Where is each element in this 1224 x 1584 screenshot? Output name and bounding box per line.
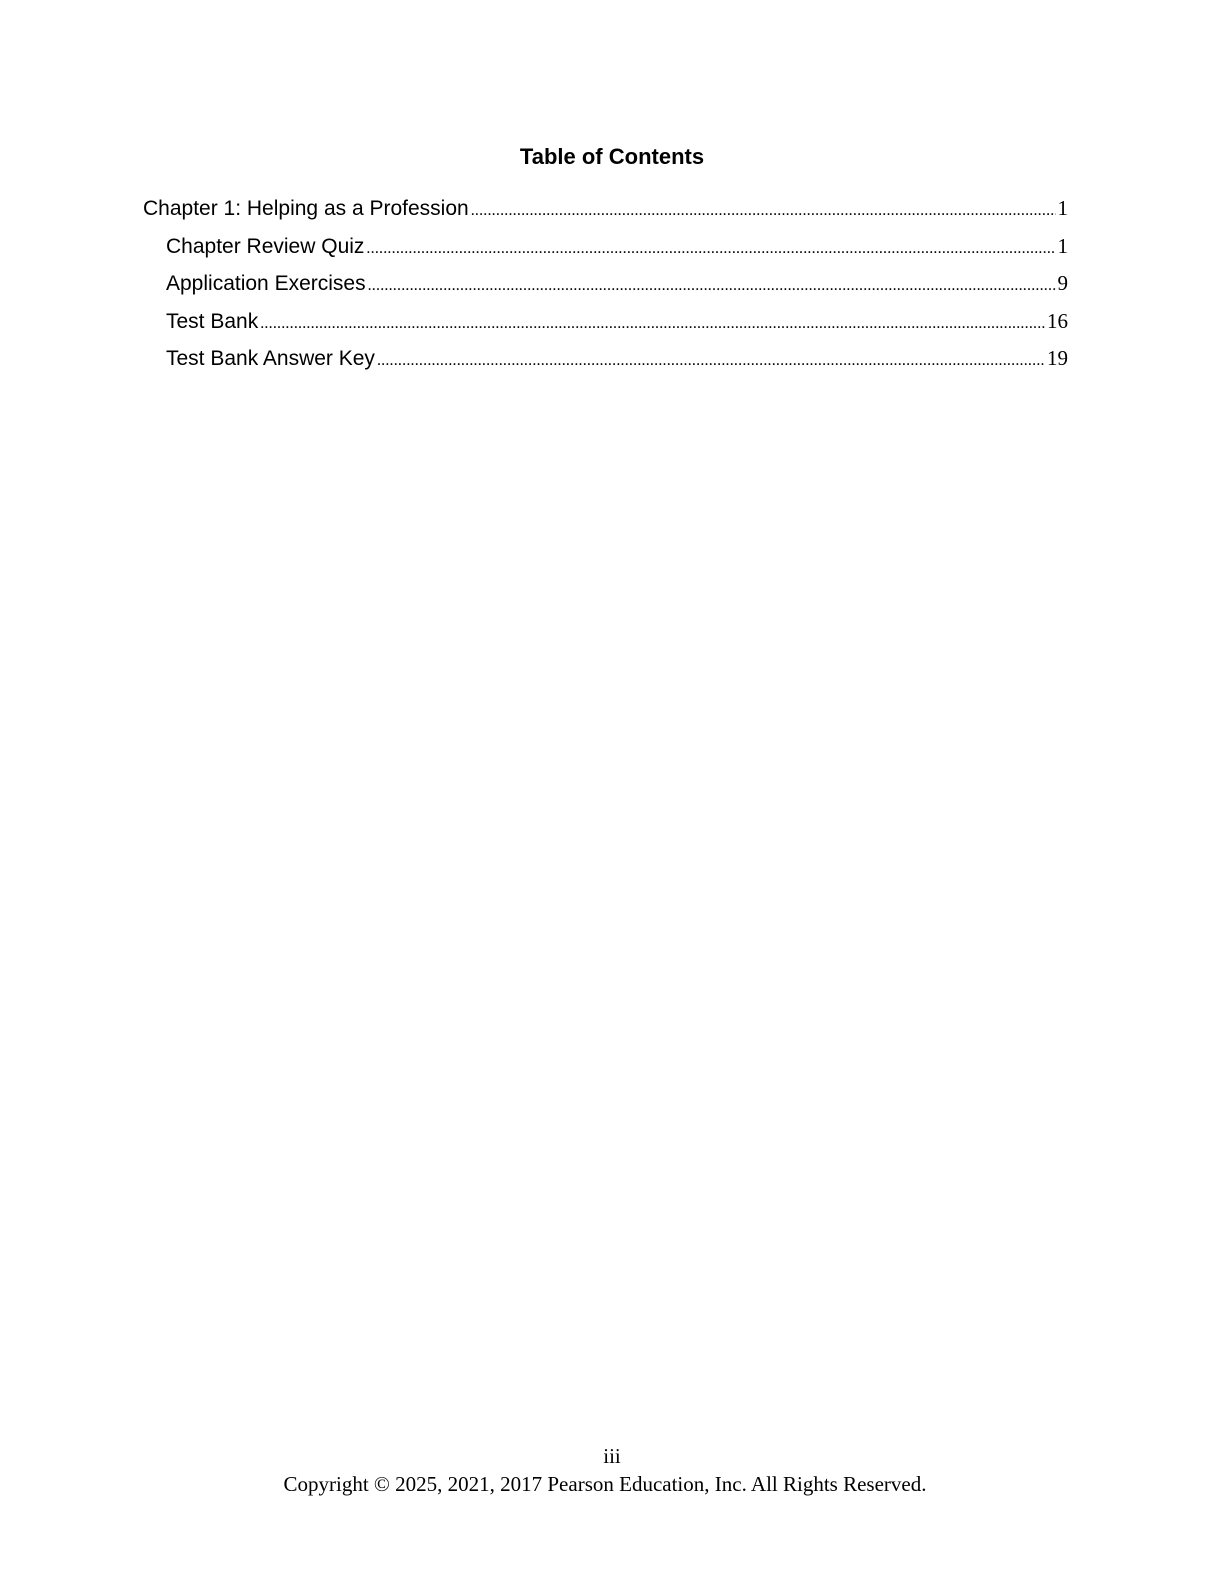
toc-dot-leader	[366, 240, 1055, 258]
toc-entry-page: 1	[1057, 233, 1068, 258]
toc-entry-label: Chapter Review Quiz	[166, 234, 365, 258]
toc-entry-label: Test Bank	[166, 309, 259, 333]
toc-entry-test-bank-answer-key[interactable]	[143, 344, 1068, 382]
toc-entry-page: 19	[1047, 346, 1068, 370]
toc-dot-leader	[471, 202, 1056, 220]
toc-dot-leader	[377, 352, 1045, 370]
toc-entry-page: 16	[1047, 308, 1068, 333]
toc-dot-leader	[368, 277, 1056, 295]
toc-entry-application-exercises[interactable]	[143, 269, 1068, 307]
toc-entry-test-bank[interactable]	[143, 307, 1068, 345]
toc-entry-label: Application Exercises	[166, 272, 366, 295]
toc-entry-chapter-review-quiz[interactable]	[143, 232, 1068, 270]
toc-entry-label: Chapter 1: Helping as a Profession	[143, 197, 469, 220]
toc-entry-page: 9	[1057, 271, 1068, 295]
toc-dot-leader	[260, 315, 1045, 333]
toc-entry-label: Test Bank Answer Key	[166, 347, 375, 370]
toc-title: Table of Contents	[519, 144, 705, 169]
toc-list	[143, 194, 1068, 382]
footer-page-number: iii	[603, 1444, 621, 1468]
toc-entry-page: 1	[1057, 196, 1068, 220]
toc-entry-chapter-1[interactable]	[143, 194, 1068, 232]
footer-copyright: Copyright © 2025, 2021, 2017 Pearson Education, Inc. All Rights Reserved.	[283, 1472, 927, 1496]
